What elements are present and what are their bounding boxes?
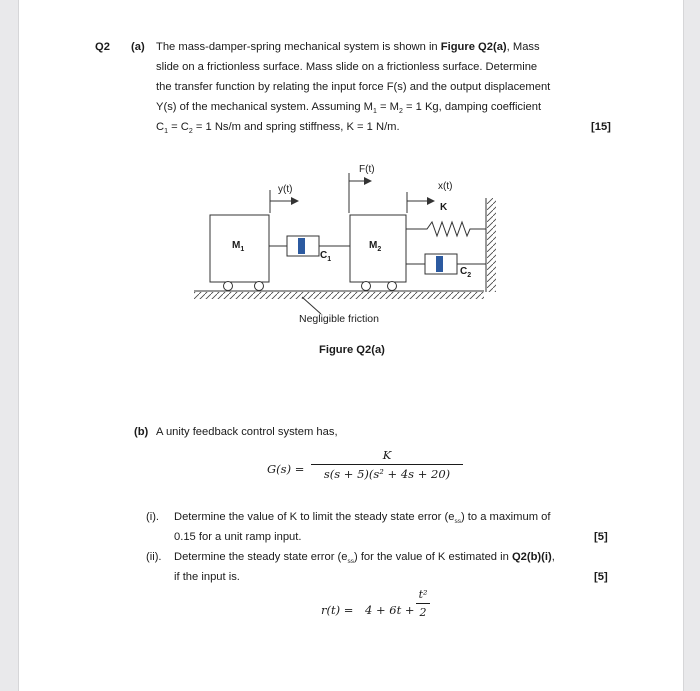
text-span: Determine the value of K to limit the steady state error (e bbox=[174, 511, 455, 523]
part-b-label: (b) bbox=[134, 426, 149, 438]
x-arrowhead bbox=[427, 197, 435, 205]
question-number: Q2 bbox=[95, 41, 110, 53]
subscript: 2 bbox=[398, 108, 403, 116]
text-span: M bbox=[232, 240, 241, 251]
m1-wheel bbox=[224, 282, 233, 291]
y-arrowhead bbox=[291, 197, 299, 205]
figure-ref: Figure Q2(a) bbox=[440, 41, 507, 53]
subscript: 1 bbox=[327, 256, 332, 263]
part-a-marks: [15] bbox=[591, 121, 611, 133]
text-span: M bbox=[369, 240, 378, 251]
g-fraction bbox=[311, 448, 463, 481]
part-a-label: (a) bbox=[131, 41, 145, 53]
y-label: y(t) bbox=[278, 184, 293, 195]
part-a-line-3: the transfer function by relating the input force F(s) and the output displacement bbox=[156, 81, 551, 93]
g-lhs: G(s) = bbox=[267, 462, 305, 476]
subscript: ss bbox=[454, 518, 461, 526]
c1-label bbox=[320, 249, 331, 267]
mass-spring-damper-diagram bbox=[19, 0, 683, 330]
x-label: x(t) bbox=[438, 181, 453, 192]
part-b-ii-label: (ii). bbox=[146, 551, 162, 563]
text-span: ) for the value of K estimated in bbox=[353, 551, 512, 563]
subscript: ss bbox=[347, 558, 354, 566]
part-b-i-marks: [5] bbox=[594, 531, 608, 543]
m1-wheel bbox=[255, 282, 264, 291]
k-label: K bbox=[440, 202, 448, 213]
text-span: = 1 Ns/m and spring stiffness, K = 1 N/m. bbox=[192, 121, 400, 133]
ground-hatch bbox=[194, 292, 484, 299]
m1-label bbox=[232, 239, 244, 257]
question-ref: Q2(b)(i) bbox=[511, 551, 552, 563]
text-span: = C bbox=[168, 121, 189, 133]
r-denominator: 2 bbox=[419, 606, 427, 619]
text-span: = 1 Kg, damping coefficient bbox=[402, 101, 542, 113]
text-span: ) to a maximum of bbox=[460, 511, 551, 523]
part-a-line-2: slide on a frictionless surface. Mass slide on a frictionless surface. Determine bbox=[156, 61, 538, 73]
damper-c2-piston bbox=[436, 256, 443, 272]
part-b-ii-marks: [5] bbox=[594, 571, 608, 583]
fraction-bar bbox=[311, 464, 463, 465]
part-b-i-label: (i). bbox=[146, 511, 160, 523]
subscript: 1 bbox=[164, 128, 168, 136]
text-span: = M bbox=[376, 101, 399, 113]
damper-c1-piston bbox=[298, 238, 305, 254]
c2-label bbox=[460, 265, 471, 283]
spring-k bbox=[406, 222, 486, 236]
f-arrowhead bbox=[364, 177, 372, 185]
part-b-i-line-2: 0.15 for a unit ramp input. bbox=[174, 531, 302, 543]
part-b-i-line-1 bbox=[174, 510, 550, 529]
wall-hatch bbox=[487, 198, 496, 292]
g-denominator: s(s + 5)(s² + 4s + 20) bbox=[323, 467, 451, 481]
text-span: C bbox=[320, 250, 328, 261]
subscript: 2 bbox=[377, 246, 382, 253]
friction-label: Negligible friction bbox=[299, 313, 379, 325]
subscript: 2 bbox=[467, 272, 472, 279]
text-span: C bbox=[156, 121, 165, 133]
r-numerator: t² bbox=[418, 588, 428, 601]
subscript: 1 bbox=[240, 246, 245, 253]
part-b-ii-line-1 bbox=[174, 550, 555, 569]
text-span: , Mass bbox=[506, 41, 540, 53]
m2-label bbox=[369, 239, 381, 257]
exam-page bbox=[18, 0, 684, 691]
text-span: Determine the steady state error (e bbox=[174, 551, 348, 563]
text-span: C bbox=[460, 266, 468, 277]
r-lhs: r(t) = bbox=[321, 603, 354, 617]
fraction-bar bbox=[416, 603, 430, 604]
m2-wheel bbox=[362, 282, 371, 291]
text-span: , bbox=[551, 551, 555, 563]
f-label: F(t) bbox=[359, 164, 375, 175]
m2-wheel bbox=[388, 282, 397, 291]
r-fraction bbox=[416, 588, 430, 619]
part-b-ii-line-2: if the input is. bbox=[174, 571, 240, 583]
r-terms: 4 + 6t + bbox=[365, 603, 415, 617]
figure-caption: Figure Q2(a) bbox=[319, 344, 385, 356]
text-span: Y(s) of the mechanical system. Assuming M bbox=[156, 101, 373, 113]
subscript: 1 bbox=[373, 108, 377, 116]
subscript: 2 bbox=[188, 128, 193, 136]
g-numerator: K bbox=[382, 448, 392, 462]
part-b-intro: A unity feedback control system has, bbox=[156, 426, 338, 438]
text-span: The mass-damper-spring mechanical system is shown in bbox=[156, 41, 441, 53]
